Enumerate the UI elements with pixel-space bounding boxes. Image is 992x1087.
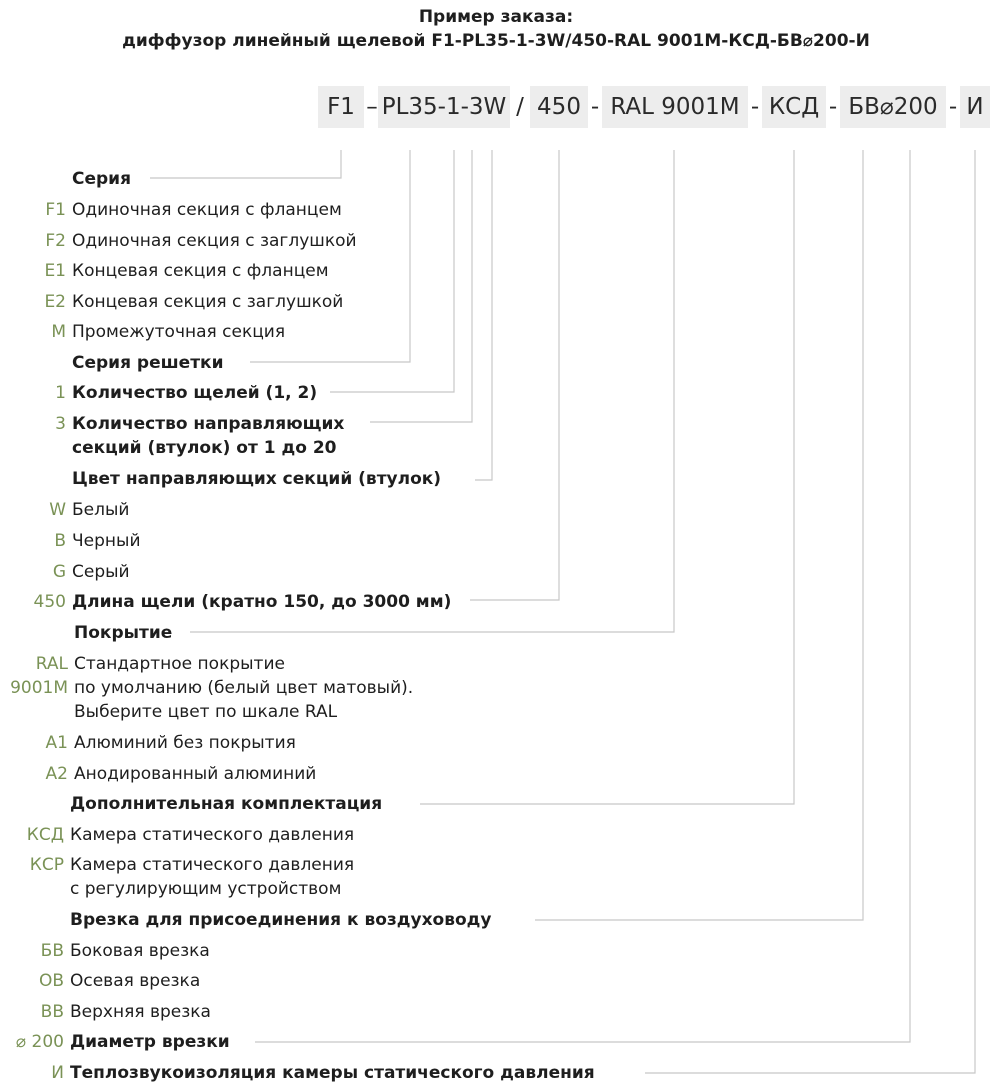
guides-text-line-2: секций (втулок) от 1 до 20 xyxy=(72,438,337,458)
guides-code: 3 xyxy=(55,414,66,434)
code-box-connection: БВ⌀200 xyxy=(840,86,946,128)
series-code-m: M xyxy=(51,322,66,342)
coating-ral-text-line-3: Выберите цвет по шкале RAL xyxy=(74,702,338,722)
series-heading: Серия xyxy=(72,169,132,189)
code-box-equipment: КСД xyxy=(762,86,826,128)
series-text-e2: Концевая секция с заглушкой xyxy=(72,292,344,312)
connector-length xyxy=(470,150,559,600)
equipment-code-ksr: КСР xyxy=(29,855,64,875)
coating-ral-text-line-1: Стандартное покрытие xyxy=(74,654,285,674)
series-code-e1: E1 xyxy=(44,261,66,281)
coating-text-a2: Анодированный алюминий xyxy=(74,764,317,784)
coating-ral-text-line-2: по умолчанию (белый цвет матовый). xyxy=(74,678,414,698)
diameter-text: Диаметр врезки xyxy=(70,1032,230,1052)
equipment-text-ksd: Камера статического давления xyxy=(70,825,355,845)
code-box-series: F1 xyxy=(318,86,364,128)
connection-code-bv: БВ xyxy=(40,941,64,961)
equipment-heading: Дополнительная комплектация xyxy=(70,794,383,814)
connector-series xyxy=(150,150,341,178)
color-code-b: B xyxy=(54,531,66,551)
connector-equipment xyxy=(420,150,794,804)
series-text-f1: Одиночная секция с фланцем xyxy=(72,200,342,220)
code-box-insulation: И xyxy=(960,86,990,128)
coating-code-a2: A2 xyxy=(45,764,68,784)
connector-guides xyxy=(370,150,472,422)
series-code-f1: F1 xyxy=(45,200,66,220)
code-separator-4: - xyxy=(948,94,958,120)
equipment-text-ksr-line-1: Камера статического давления xyxy=(70,855,355,875)
connection-heading: Врезка для присоединения к воздуховоду xyxy=(70,910,492,930)
color-text-w: Белый xyxy=(72,500,130,520)
code-separator-3: - xyxy=(828,94,838,120)
coating-ral-code-line-1: RAL xyxy=(35,654,68,674)
coating-text-a1: Алюминий без покрытия xyxy=(74,733,296,753)
series-text-e1: Концевая секция с фланцем xyxy=(72,261,329,281)
slots-text: Количество щелей (1, 2) xyxy=(72,383,318,403)
insulation-text: Теплозвукоизоляция камеры статического давления xyxy=(70,1063,595,1083)
connection-code-ov: ОВ xyxy=(38,971,64,991)
connector-slots xyxy=(330,150,454,392)
connector-color xyxy=(475,150,492,480)
series-code-e2: E2 xyxy=(44,292,66,312)
connector-insulation xyxy=(645,150,975,1073)
code-separator-slash: / xyxy=(516,94,524,120)
color-heading: Цвет направляющих секций (втулок) xyxy=(72,469,442,489)
title-line-1: Пример заказа: xyxy=(418,7,574,27)
guides-text-line-1: Количество направляющих xyxy=(72,414,345,434)
connection-text-vv: Верхняя врезка xyxy=(70,1002,211,1022)
title-line-2: диффузор линейный щелевой F1-PL35-1-3W/450-RAL 9001M-КСД-БВ⌀200-И xyxy=(122,31,870,51)
slots-code: 1 xyxy=(55,383,66,403)
color-text-g: Серый xyxy=(72,562,130,582)
length-code: 450 xyxy=(33,592,66,612)
series-text-f2: Одиночная секция с заглушкой xyxy=(72,231,357,251)
code-separator-1: - xyxy=(590,94,600,120)
color-code-w: W xyxy=(49,500,66,520)
code-box-grille: PL35-1-3W xyxy=(378,86,510,128)
coating-ral-code-line-2: 9001M xyxy=(10,678,68,698)
equipment-code-ksd: КСД xyxy=(26,825,64,845)
grille-heading: Серия решетки xyxy=(72,353,224,373)
connection-text-ov: Осевая врезка xyxy=(70,971,201,991)
code-box-ral: RAL 9001M xyxy=(602,86,748,128)
coating-code-a1: A1 xyxy=(45,733,68,753)
connection-code-vv: ВВ xyxy=(40,1002,64,1022)
color-code-g: G xyxy=(52,562,66,582)
insulation-code: И xyxy=(51,1063,64,1083)
connection-text-bv: Боковая врезка xyxy=(70,941,210,961)
code-separator-dash: – xyxy=(366,94,378,120)
series-text-m: Промежуточная секция xyxy=(72,322,286,342)
series-code-f2: F2 xyxy=(45,231,66,251)
diameter-code: ⌀ 200 xyxy=(15,1032,64,1052)
coating-heading: Покрытие xyxy=(74,623,173,643)
length-text: Длина щели (кратно 150, до 3000 мм) xyxy=(72,592,452,612)
code-separator-2: - xyxy=(750,94,760,120)
color-text-b: Черный xyxy=(72,531,141,551)
equipment-text-ksr-line-2: с регулирующим устройством xyxy=(70,879,342,899)
code-box-length: 450 xyxy=(530,86,588,128)
